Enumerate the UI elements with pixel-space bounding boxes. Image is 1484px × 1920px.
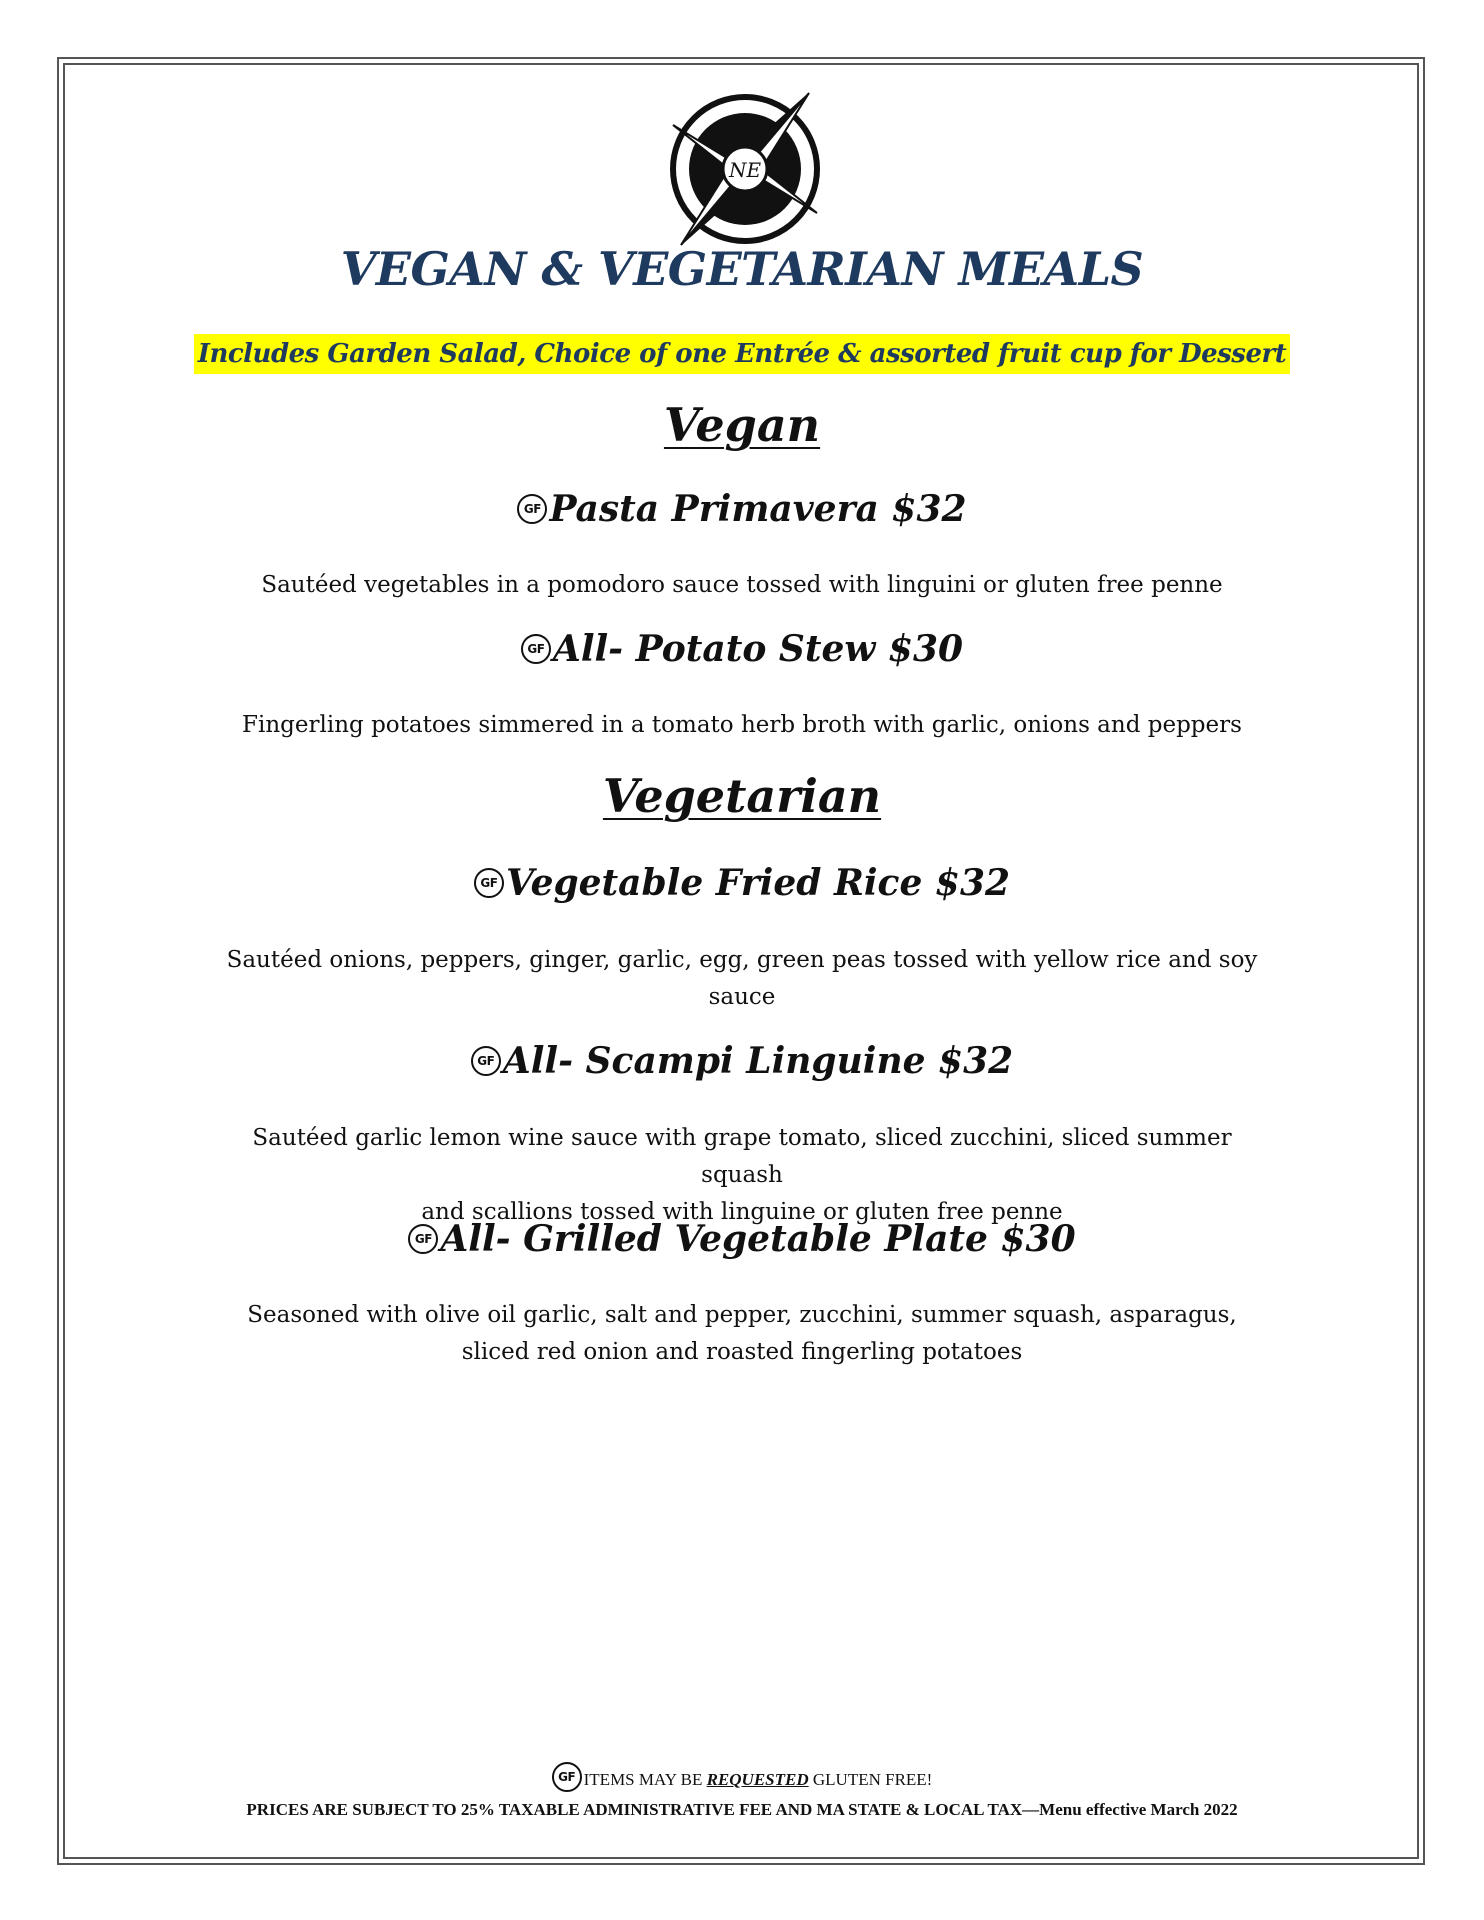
menu-item-title xyxy=(0,1040,1484,1082)
included-banner-text: Includes Garden Salad, Choice of one Entrée & assorted fruit cup for Dessert xyxy=(194,334,1290,374)
description-line: Sautéed onions, peppers, ginger, garlic, egg, green peas tossed with yellow rice and soy xyxy=(226,947,1258,973)
gluten-free-icon: GF xyxy=(471,1046,501,1076)
logo-lettering: NE xyxy=(728,158,762,182)
gluten-free-icon: GF xyxy=(517,494,547,524)
menu-item-description xyxy=(220,707,1264,744)
description-line: Seasoned with olive oil garlic, salt and pepper, zucchini, summer squash, asparagus, xyxy=(247,1302,1237,1328)
included-banner xyxy=(0,334,1484,374)
menu-item-title xyxy=(0,488,1484,530)
description-line: Fingerling potatoes simmered in a tomato herb broth with garlic, onions and peppers xyxy=(242,712,1242,738)
menu-item-title xyxy=(0,862,1484,904)
menu-item-description xyxy=(220,1297,1264,1371)
section-heading-vegan: Vegan xyxy=(663,398,821,452)
description-line: Sautéed vegetables in a pomodoro sauce tossed with linguini or gluten free penne xyxy=(261,572,1223,598)
menu-item-name: All- Grilled Vegetable Plate $30 xyxy=(440,1218,1076,1260)
description-line: Sautéed garlic lemon wine sauce with grape tomato, sliced zucchini, sliced summer squash xyxy=(252,1125,1232,1188)
menu-item-description xyxy=(220,567,1264,604)
page-title: VEGAN & VEGETARIAN MEALS xyxy=(340,242,1144,296)
menu-item-name: All- Potato Stew $30 xyxy=(552,628,964,670)
menu-item-description xyxy=(220,942,1264,1016)
gluten-free-note xyxy=(0,1762,1484,1792)
section-heading-vegetarian: Vegetarian xyxy=(602,769,882,823)
gf-note-emphasis: REQUESTED xyxy=(706,1770,809,1789)
menu-item-title xyxy=(0,1218,1484,1260)
pricing-note: PRICES ARE SUBJECT TO 25% TAXABLE ADMINISTRATIVE FEE AND MA STATE & LOCAL TAX—Menu effective March 2022 xyxy=(246,1800,1238,1819)
gf-note-prefix: ITEMS MAY BE xyxy=(583,1770,707,1789)
menu-item-description xyxy=(220,1120,1264,1231)
menu-item-name: All- Scampi Linguine $32 xyxy=(502,1040,1014,1082)
gluten-free-icon: GF xyxy=(474,868,504,898)
menu-item-name: Pasta Primavera $32 xyxy=(549,488,967,530)
gluten-free-icon: GF xyxy=(521,634,551,664)
gluten-free-icon: GF xyxy=(408,1224,438,1254)
compass-logo xyxy=(659,85,831,253)
gf-note-suffix: GLUTEN FREE! xyxy=(808,1770,933,1789)
description-line: and scallions tossed with linguine or gluten free penne xyxy=(421,1199,1063,1225)
menu-item-title xyxy=(0,628,1484,670)
description-line: sliced red onion and roasted fingerling potatoes xyxy=(461,1339,1023,1365)
gluten-free-icon: GF xyxy=(552,1762,582,1792)
description-line: sauce xyxy=(708,984,776,1010)
menu-item-name: Vegetable Fried Rice $32 xyxy=(505,862,1011,904)
